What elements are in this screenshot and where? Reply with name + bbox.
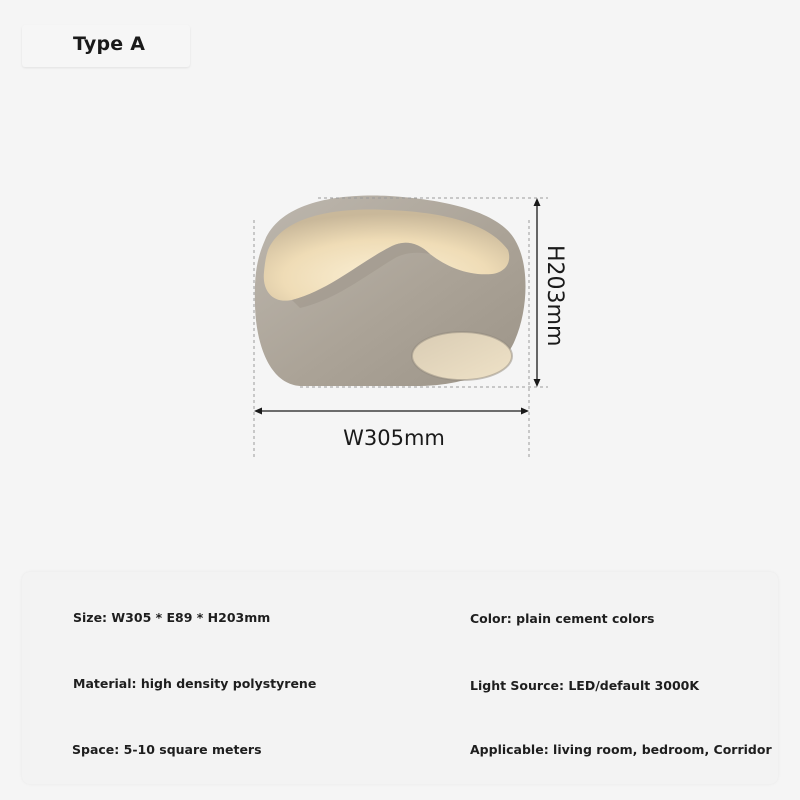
width-dimension-arrow [254,408,529,415]
spec-light-source: Light Source: LED/default 3000K [470,678,700,693]
height-label: H203mm [542,245,567,347]
spec-color: Color: plain cement colors [470,611,655,626]
spec-material: Material: high density polystyrene [73,676,317,691]
type-label: Type A [73,33,146,55]
width-label: W305mm [343,426,445,450]
height-dimension-arrow [534,198,541,387]
spec-applicable: Applicable: living room, bedroom, Corridor [470,742,772,757]
spec-size: Size: W305 * E89 * H203mm [73,610,271,625]
wall-lamp-image [255,196,526,386]
spec-space: Space: 5-10 square meters [72,742,262,757]
